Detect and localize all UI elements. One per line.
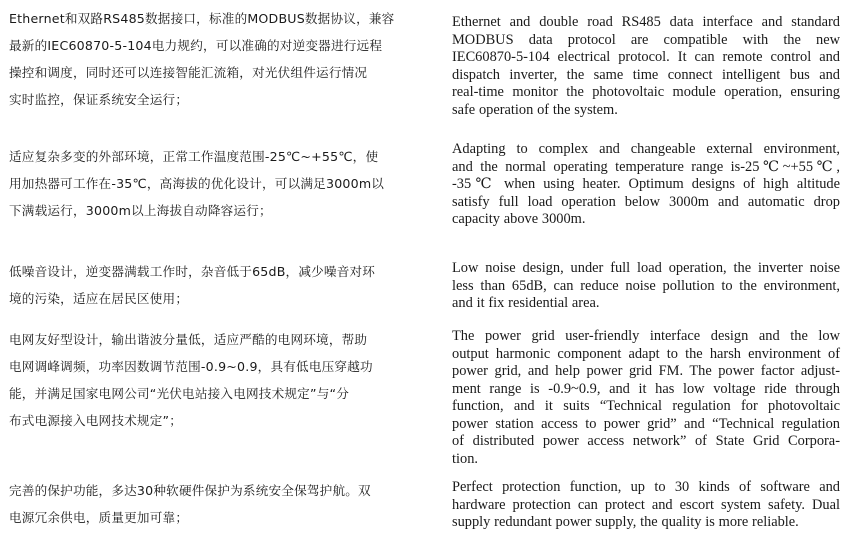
text-line: 电网调峰调频，功率因数调节范围-0.9~0.9，具有低电压穿越功 bbox=[9, 359, 373, 374]
text-line: Ethernet和双路RS485数据接口，标准的MODBUS数据协议，兼容 bbox=[9, 11, 395, 26]
text-line: 电网友好型设计，输出谐波分量低，适应严酷的电网环境，帮助 bbox=[9, 332, 368, 347]
text-line: and it fix residential area. bbox=[452, 295, 600, 311]
feature-2-chinese bbox=[9, 143, 411, 224]
text-line: 操控和调度，同时还可以连接智能汇流箱，对光伏组件运行情况 bbox=[9, 65, 368, 80]
feature-4-chinese bbox=[9, 326, 411, 434]
text-line: IEC60870-5-104 electrical protocol. It can remote control and bbox=[452, 49, 840, 65]
text-line: Adapting to complex and changeable external environment, bbox=[452, 141, 840, 157]
text-line: hardware protection can protect and escort system safety. Dual bbox=[452, 496, 840, 513]
text-line: supply redundant power supply, the quality is more reliable. bbox=[452, 514, 799, 530]
text-line: Perfect protection function, up to 30 kinds of software and bbox=[452, 479, 840, 495]
feature-1-english bbox=[452, 14, 840, 119]
text-line: 下满载运行，3000m以上海拔自动降容运行； bbox=[9, 203, 272, 218]
feature-4-english bbox=[452, 328, 840, 468]
text-line: real-time monitor the photovoltaic module operation, ensuring bbox=[452, 84, 840, 100]
feature-3-chinese bbox=[9, 258, 411, 312]
feature-5-english bbox=[452, 479, 840, 532]
feature-3-english bbox=[452, 260, 840, 313]
text-line: 能，并满足国家电网公司“光伏电站接入电网技术规定”与“分 bbox=[9, 386, 350, 401]
text-line: power grid, and help power grid FM. The power factor adjust- bbox=[452, 363, 840, 379]
text-line: output harmonic component adapt to the harsh environment of bbox=[452, 345, 840, 362]
text-line: 用加热器可工作在-35℃，高海拔的优化设计，可以满足3000m以 bbox=[9, 176, 385, 191]
text-line: 布式电源接入电网技术规定”； bbox=[9, 413, 183, 428]
text-line: The power grid user-friendly interface design and the low bbox=[452, 328, 840, 344]
text-line: 境的污染，适应在居民区使用； bbox=[9, 291, 189, 306]
text-line: safe operation of the system. bbox=[452, 101, 618, 118]
text-line: less than 65dB, can reduce noise pollution to the environment, bbox=[452, 277, 840, 294]
text-line: dispatch inverter, the same time connect intelligent bus and bbox=[452, 66, 840, 83]
text-line: of distributed power access network” of State Grid Corpora- bbox=[452, 433, 840, 449]
text-line: power station access to power grid” and “Technical regulation bbox=[452, 415, 840, 432]
feature-2-english bbox=[452, 141, 840, 229]
text-line: Low noise design, under full load operation, the inverter noise bbox=[452, 260, 840, 276]
text-line: 电源冗余供电，质量更加可靠； bbox=[9, 510, 189, 525]
text-line: Ethernet and double road RS485 data interface and standard bbox=[452, 14, 840, 30]
text-line: function, and it suits “Technical regulation for photovoltaic bbox=[452, 398, 840, 414]
text-line: ment range is -0.9~0.9, and it has low voltage ride through bbox=[452, 380, 840, 397]
text-line: satisfy full load operation below 3000m and automatic drop bbox=[452, 193, 840, 210]
text-line: MODBUS data protocol are compatible with the new bbox=[452, 31, 840, 48]
feature-5-chinese bbox=[9, 477, 411, 531]
text-line: capacity above 3000m. bbox=[452, 211, 586, 227]
text-line: and the normal operating temperature range is-25℃~+55℃, bbox=[452, 158, 840, 175]
text-line: 完善的保护功能，多达30种软硬件保护为系统安全保驾护航。双 bbox=[9, 483, 371, 498]
text-line: -35℃ when using heater. Optimum designs of high altitude bbox=[452, 176, 840, 192]
text-line: tion. bbox=[452, 450, 478, 467]
text-line: 最新的IEC60870-5-104电力规约，可以准确的对逆变器进行远程 bbox=[9, 38, 383, 53]
text-line: 低噪音设计，逆变器满载工作时，杂音低于65dB，减少噪音对环 bbox=[9, 264, 376, 279]
text-line: 适应复杂多变的外部环境，正常工作温度范围-25℃~+55℃，使 bbox=[9, 149, 379, 164]
text-line: 实时监控，保证系统安全运行； bbox=[9, 92, 189, 107]
feature-1-chinese bbox=[9, 5, 411, 113]
